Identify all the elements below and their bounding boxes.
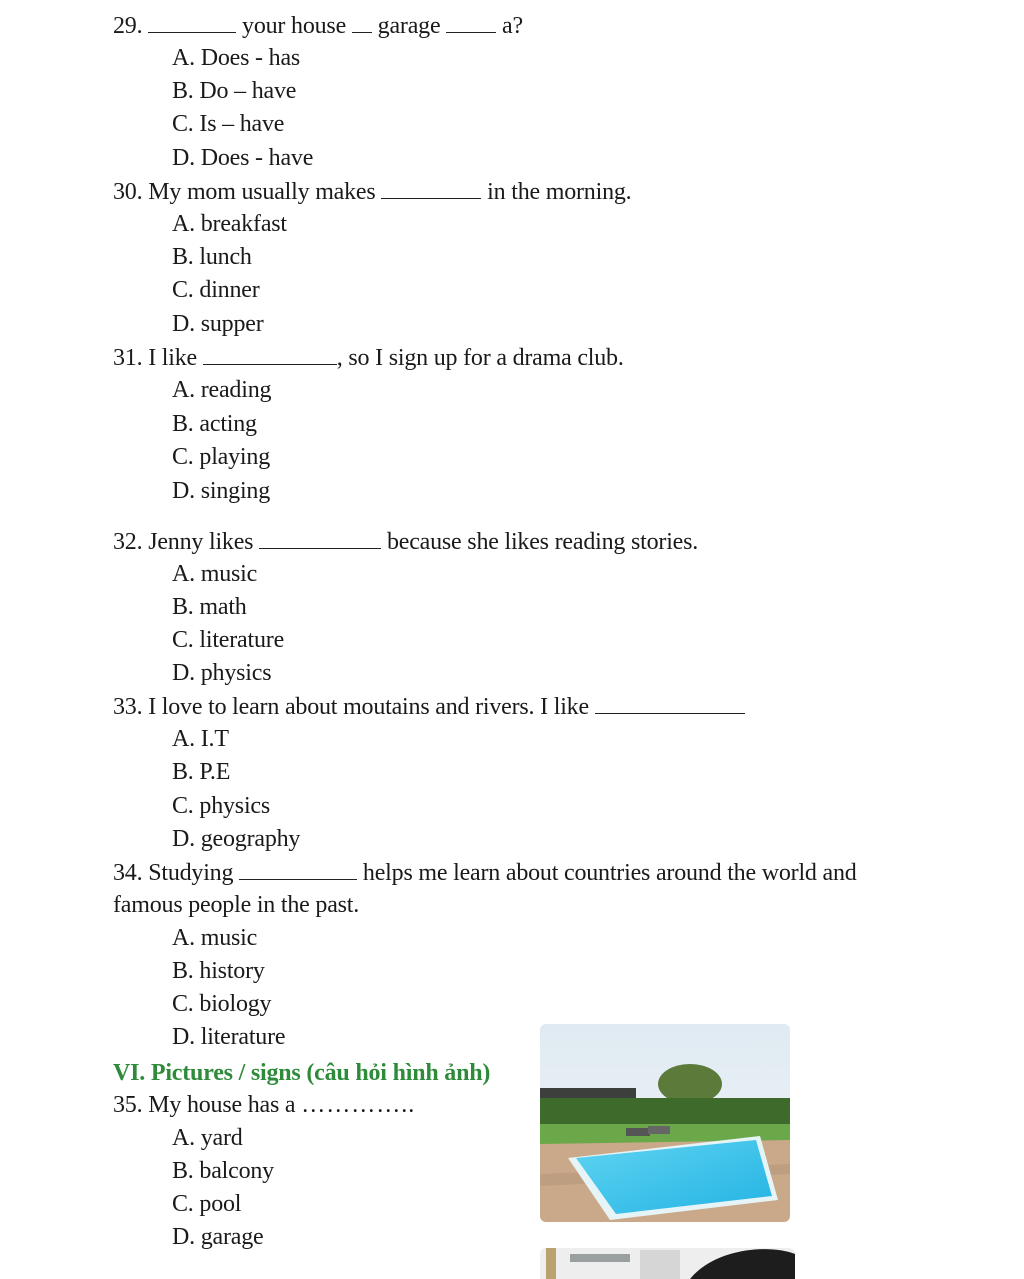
- option-c: C. playing: [172, 444, 270, 470]
- option-a: A. reading: [172, 377, 272, 403]
- option-d: D. supper: [172, 311, 264, 337]
- option-b: B. balcony: [172, 1158, 274, 1184]
- question-30: [113, 176, 631, 207]
- option-c: C. Is – have: [172, 111, 285, 137]
- stem-text: 35. My house has a: [113, 1092, 296, 1118]
- option-b: B. math: [172, 594, 247, 620]
- answer-blank: [446, 10, 496, 33]
- answer-blank: [352, 10, 372, 33]
- option-d: D. geography: [172, 826, 301, 852]
- question-32: [113, 526, 698, 557]
- answer-blank: [148, 10, 236, 33]
- question-29: [113, 10, 523, 41]
- option-b: B. history: [172, 958, 265, 984]
- answer-blank: [259, 526, 381, 549]
- option-a: A. breakfast: [172, 211, 287, 237]
- partial-photo: [540, 1248, 795, 1279]
- stem-text: 32. Jenny likes: [113, 529, 254, 555]
- answer-blank: [595, 691, 745, 714]
- stem-text: in the morning.: [487, 179, 632, 205]
- option-d: D. garage: [172, 1224, 264, 1250]
- option-a: A. music: [172, 925, 258, 951]
- stem-text: a?: [502, 13, 523, 39]
- option-c: C. physics: [172, 793, 271, 819]
- option-a: A. music: [172, 561, 258, 587]
- option-c: C. literature: [172, 627, 285, 653]
- option-b: B. acting: [172, 411, 257, 437]
- option-d: D. literature: [172, 1024, 286, 1050]
- option-d: D. Does - have: [172, 145, 314, 171]
- stem-text: 34. Studying: [113, 860, 234, 886]
- question-31: [113, 342, 624, 373]
- stem-text: , so I sign up for a drama club.: [336, 345, 624, 371]
- answer-blank: [381, 176, 481, 199]
- section-heading: VI. Pictures / signs (câu hỏi hình ảnh): [113, 1060, 491, 1086]
- question-33: [113, 691, 745, 722]
- option-d: D. singing: [172, 478, 271, 504]
- answer-blank: [239, 857, 357, 880]
- partial-photo-illustration: [540, 1248, 795, 1279]
- question-35: [113, 1090, 415, 1120]
- question-number: 29.: [113, 13, 143, 39]
- option-c: C. pool: [172, 1191, 242, 1217]
- pool-illustration: [540, 1024, 790, 1222]
- question-34-line2: famous people in the past.: [113, 892, 360, 918]
- option-b: B. Do – have: [172, 78, 297, 104]
- stem-text: helps me learn about countries around the world and: [362, 860, 857, 886]
- option-b: B. P.E: [172, 759, 231, 785]
- option-c: C. dinner: [172, 277, 260, 303]
- stem-text: 31. I like: [113, 345, 197, 371]
- option-b: B. lunch: [172, 244, 252, 270]
- option-a: A. I.T: [172, 726, 229, 752]
- stem-text: your house: [242, 13, 347, 39]
- option-a: A. yard: [172, 1125, 243, 1151]
- option-a: A. Does - has: [172, 45, 301, 71]
- swimming-pool-photo: [540, 1024, 790, 1222]
- stem-text: 30. My mom usually makes: [113, 179, 376, 205]
- option-d: D. physics: [172, 660, 272, 686]
- stem-text: because she likes reading stories.: [386, 529, 699, 555]
- stem-text: garage: [377, 13, 441, 39]
- answer-blank: [203, 342, 337, 365]
- stem-text: 33. I love to learn about moutains and rivers. I like: [113, 694, 589, 720]
- answer-dots: …………..: [301, 1092, 416, 1118]
- question-34: [113, 857, 857, 888]
- option-c: C. biology: [172, 991, 272, 1017]
